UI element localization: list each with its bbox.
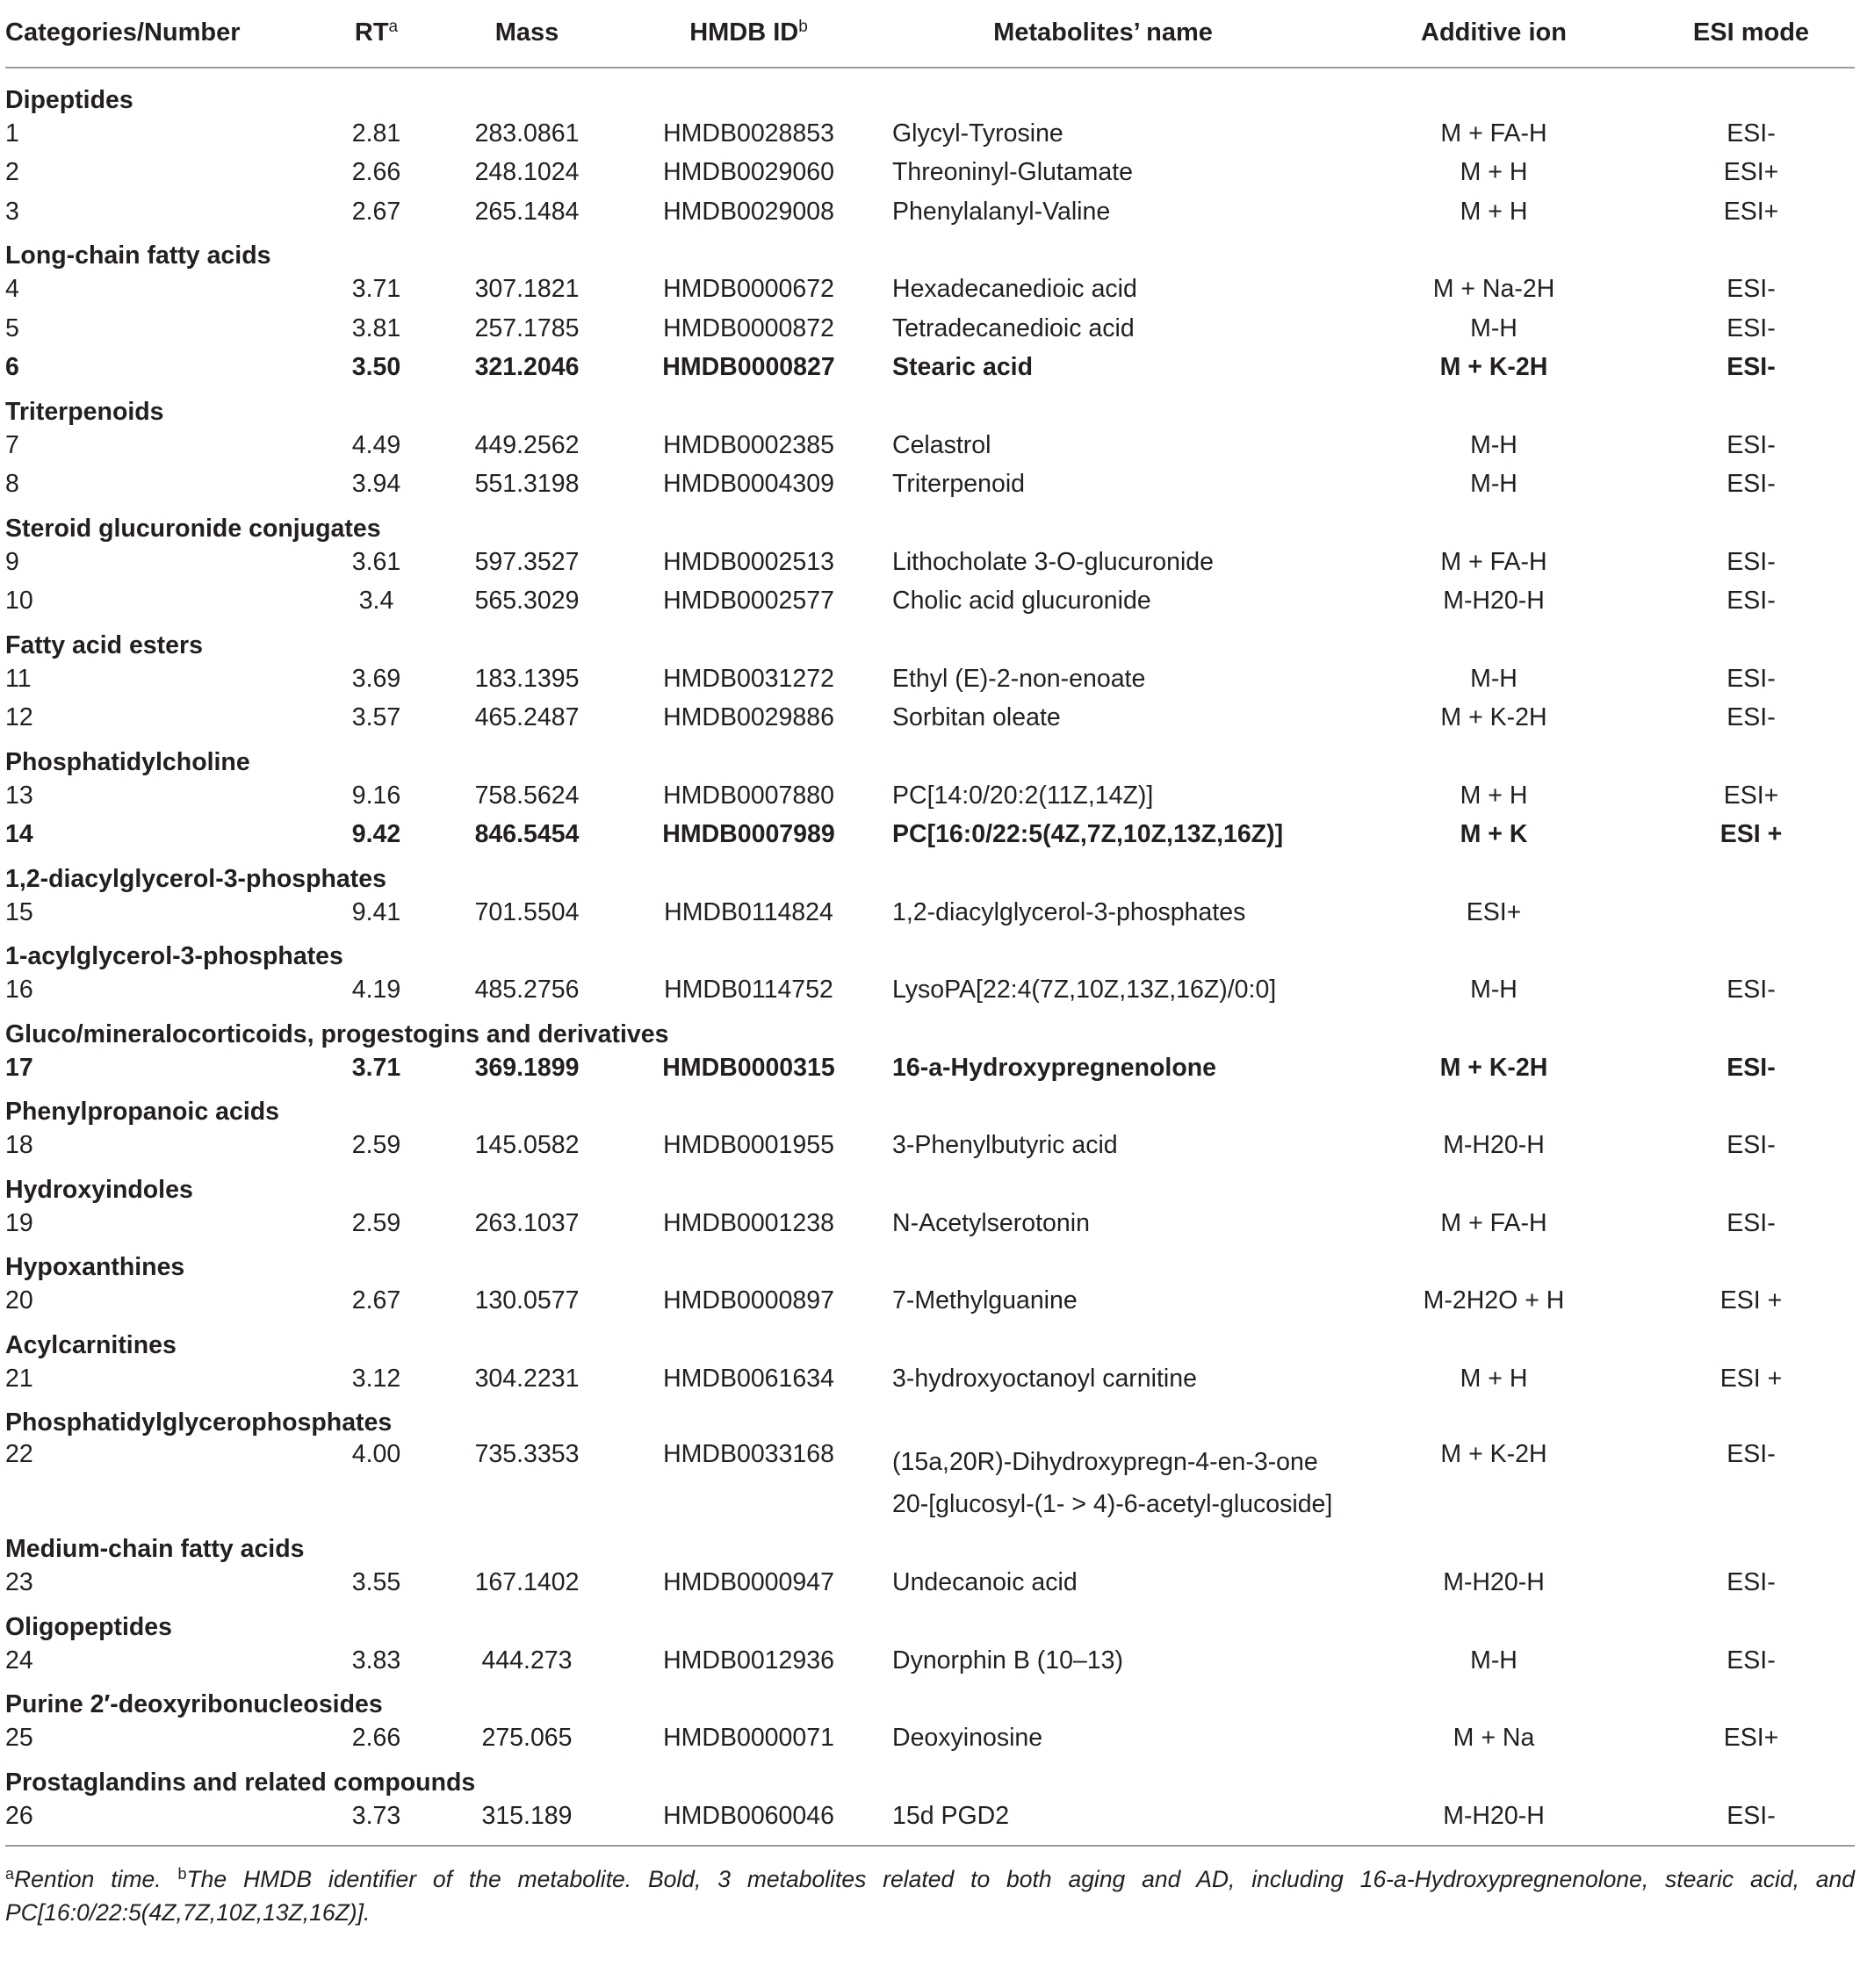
cell-esi-mode: ESI- bbox=[1727, 664, 1776, 693]
cell-number: 23 bbox=[5, 1568, 33, 1597]
table-row bbox=[5, 1564, 1855, 1603]
cell-rt: 3.94 bbox=[351, 470, 401, 499]
category-title: 1-acylglycerol-3-phosphates bbox=[5, 942, 343, 971]
table-row bbox=[5, 582, 1855, 622]
cell-metabolite-name bbox=[866, 1127, 1340, 1166]
cell-esi-mode: ESI- bbox=[1727, 1568, 1776, 1597]
cell-mass: 275.065 bbox=[481, 1724, 573, 1753]
header-mass-label: Mass bbox=[494, 18, 559, 47]
table-footnote bbox=[5, 1862, 1855, 1929]
metabolite-name-line: Dynorphin B (10–13) bbox=[892, 1646, 1123, 1675]
cell-number: 12 bbox=[5, 703, 33, 732]
cell-rt: 9.16 bbox=[351, 781, 401, 810]
metabolite-name-line: Ethyl (E)-2-non-enoate bbox=[892, 664, 1146, 693]
table-row bbox=[5, 309, 1855, 349]
table-row bbox=[5, 154, 1855, 193]
metabolite-name-line: Deoxyinosine bbox=[892, 1724, 1043, 1753]
cell-mass: 565.3029 bbox=[474, 587, 580, 616]
cell-hmdb-id: HMDB0000897 bbox=[663, 1286, 834, 1315]
metabolite-name-line: Lithocholate 3-O-glucuronide bbox=[892, 547, 1214, 576]
cell-number: 22 bbox=[5, 1439, 33, 1468]
cell-mass: 321.2046 bbox=[474, 353, 580, 382]
cell-number: 18 bbox=[5, 1131, 33, 1160]
category-title: Oligopeptides bbox=[5, 1612, 173, 1641]
cell-additive-ion: M-H20-H bbox=[1443, 1568, 1545, 1597]
category-title: Phosphatidylcholine bbox=[5, 747, 250, 776]
cell-hmdb-id: HMDB0007989 bbox=[662, 820, 835, 849]
cell-mass: 444.273 bbox=[481, 1646, 573, 1675]
cell-hmdb-id: HMDB0004309 bbox=[663, 470, 834, 499]
cell-hmdb-id: HMDB0114824 bbox=[664, 897, 833, 926]
cell-additive-ion: M + K-2H bbox=[1439, 353, 1548, 382]
table-row bbox=[5, 1359, 1855, 1399]
table-row bbox=[5, 699, 1855, 738]
cell-number: 11 bbox=[5, 664, 32, 693]
cell-esi-mode: ESI- bbox=[1727, 1801, 1776, 1830]
header-name-label: Metabolites’ name bbox=[993, 18, 1213, 47]
cell-rt: 4.49 bbox=[351, 430, 401, 459]
cell-mass: 465.2487 bbox=[474, 703, 580, 732]
cell-number: 13 bbox=[5, 781, 33, 810]
table-body bbox=[5, 68, 1855, 1836]
category-title: Acylcarnitines bbox=[5, 1330, 177, 1359]
category-title: Hydroxyindoles bbox=[5, 1175, 193, 1204]
cell-metabolite-name bbox=[866, 154, 1340, 193]
cell-additive-ion: M-H bbox=[1470, 430, 1518, 459]
cell-rt: 3.73 bbox=[351, 1801, 401, 1830]
header-ion-label: Additive ion bbox=[1421, 18, 1567, 47]
cell-esi-mode: ESI- bbox=[1727, 1131, 1776, 1160]
category-title: Triterpenoids bbox=[5, 397, 164, 426]
cell-esi-mode bbox=[1647, 893, 1855, 933]
category-row bbox=[5, 1603, 1855, 1641]
cell-metabolite-name bbox=[866, 349, 1340, 388]
cell-hmdb-id: HMDB0061634 bbox=[663, 1364, 834, 1393]
cell-number: 1 bbox=[5, 119, 19, 148]
cell-number: 5 bbox=[5, 313, 19, 342]
cell-metabolite-name bbox=[866, 659, 1340, 699]
cell-number: 19 bbox=[5, 1208, 33, 1237]
metabolite-name-line: Sorbitan oleate bbox=[892, 703, 1061, 732]
cell-mass: 315.189 bbox=[481, 1801, 573, 1830]
category-title: Long-chain fatty acids bbox=[5, 241, 271, 270]
cell-additive-ion: M + K-2H bbox=[1439, 1053, 1548, 1082]
cell-hmdb-id: HMDB0029886 bbox=[663, 703, 834, 732]
cell-hmdb-id: HMDB0012936 bbox=[663, 1646, 834, 1675]
cell-metabolite-name bbox=[866, 1437, 1340, 1525]
cell-metabolite-name bbox=[866, 1797, 1340, 1836]
cell-metabolite-name bbox=[866, 465, 1340, 505]
cell-esi-mode: ESI + bbox=[1719, 1286, 1783, 1315]
cell-mass: 597.3527 bbox=[474, 547, 580, 576]
cell-additive-ion: M + H bbox=[1460, 1364, 1528, 1393]
metabolite-name-line: PC[16:0/22:5(4Z,7Z,10Z,13Z,16Z)] bbox=[892, 820, 1284, 849]
metabolite-name-line: Glycyl-Tyrosine bbox=[892, 119, 1063, 148]
cell-rt: 3.55 bbox=[351, 1568, 401, 1597]
cell-esi-mode: ESI- bbox=[1727, 547, 1776, 576]
cell-metabolite-name bbox=[866, 893, 1340, 933]
cell-mass: 304.2231 bbox=[474, 1364, 580, 1393]
cell-mass: 485.2756 bbox=[474, 976, 580, 1005]
cell-number: 6 bbox=[5, 353, 19, 382]
cell-hmdb-id: HMDB0007880 bbox=[663, 781, 834, 810]
table-row bbox=[5, 543, 1855, 582]
cell-esi-mode: ESI- bbox=[1727, 1208, 1776, 1237]
category-title: Hypoxanthines bbox=[5, 1253, 185, 1282]
table-row bbox=[5, 816, 1855, 855]
cell-mass: 449.2562 bbox=[474, 430, 580, 459]
cell-number: 14 bbox=[5, 820, 33, 849]
cell-additive-ion: M + H bbox=[1460, 197, 1528, 226]
cell-mass: 145.0582 bbox=[474, 1131, 580, 1160]
category-title: Steroid glucuronide conjugates bbox=[5, 514, 381, 543]
cell-rt: 4.19 bbox=[351, 976, 401, 1005]
cell-number: 17 bbox=[5, 1053, 33, 1082]
cell-rt: 3.50 bbox=[351, 353, 401, 382]
table-header bbox=[5, 0, 1855, 68]
category-row bbox=[5, 504, 1855, 543]
cell-number: 3 bbox=[5, 197, 19, 226]
cell-rt: 3.83 bbox=[351, 1646, 401, 1675]
cell-hmdb-id: HMDB0000672 bbox=[663, 275, 834, 304]
cell-hmdb-id: HMDB0000315 bbox=[662, 1053, 835, 1082]
header-hmdb-label: HMDB ID bbox=[689, 18, 799, 47]
cell-rt: 3.69 bbox=[351, 664, 401, 693]
metabolite-name-line: 20-[glucosyl-(1- > 4)-6-acetyl-glucoside] bbox=[892, 1489, 1333, 1518]
cell-mass: 735.3353 bbox=[474, 1439, 580, 1468]
cell-additive-ion: M + K-2H bbox=[1440, 1439, 1547, 1468]
table-row bbox=[5, 1437, 1855, 1525]
cell-mass: 283.0861 bbox=[474, 119, 580, 148]
cell-rt: 2.67 bbox=[351, 1286, 401, 1315]
category-row bbox=[5, 232, 1855, 270]
cell-mass: 758.5624 bbox=[474, 781, 580, 810]
metabolite-name-line: Celastrol bbox=[892, 430, 991, 459]
header-row bbox=[5, 0, 1855, 68]
cell-metabolite-name bbox=[866, 1359, 1340, 1399]
cell-number: 16 bbox=[5, 976, 33, 1005]
cell-hmdb-id: HMDB0028853 bbox=[663, 119, 834, 148]
category-row bbox=[5, 1165, 1855, 1204]
cell-rt: 2.81 bbox=[351, 119, 401, 148]
table-row bbox=[5, 1641, 1855, 1681]
table-row bbox=[5, 1127, 1855, 1166]
table-row bbox=[5, 776, 1855, 816]
table-row bbox=[5, 465, 1855, 505]
header-hmdb-footnote-mark: b bbox=[798, 18, 808, 37]
cell-metabolite-name bbox=[866, 582, 1340, 622]
cell-hmdb-id: HMDB0002577 bbox=[663, 587, 834, 616]
category-row bbox=[5, 1399, 1855, 1437]
cell-hmdb-id: HMDB0000071 bbox=[663, 1724, 834, 1753]
cell-rt: 9.41 bbox=[351, 897, 401, 926]
table-row bbox=[5, 192, 1855, 232]
cell-additive-ion: M-H20-H bbox=[1443, 587, 1545, 616]
cell-rt: 3.4 bbox=[358, 587, 394, 616]
cell-rt: 2.66 bbox=[351, 1724, 401, 1753]
cell-hmdb-id: HMDB0029008 bbox=[663, 197, 834, 226]
metabolite-name-line: 16-a-Hydroxypregnenolone bbox=[892, 1053, 1216, 1082]
header-hmdb bbox=[631, 0, 866, 68]
cell-rt: 3.71 bbox=[351, 1053, 401, 1082]
cell-additive-ion: M + K-2H bbox=[1440, 703, 1547, 732]
category-row bbox=[5, 387, 1855, 426]
cell-additive-ion: M-H20-H bbox=[1443, 1801, 1545, 1830]
cell-hmdb-id: HMDB0001238 bbox=[663, 1208, 834, 1237]
cell-rt: 3.57 bbox=[351, 703, 401, 732]
cell-esi-mode: ESI- bbox=[1727, 470, 1776, 499]
cell-metabolite-name bbox=[866, 270, 1340, 310]
metabolite-name-line: 1,2-diacylglycerol-3-phosphates bbox=[892, 897, 1246, 926]
metabolite-name-line: Tetradecanedioic acid bbox=[892, 313, 1135, 342]
cell-esi-mode: ESI- bbox=[1727, 313, 1776, 342]
cell-additive-ion: M-H bbox=[1470, 1646, 1518, 1675]
metabolite-name-line: 7-Methylguanine bbox=[892, 1286, 1078, 1315]
category-title: Gluco/mineralocorticoids, progestogins and derivatives bbox=[5, 1019, 669, 1048]
cell-additive-ion: M + H bbox=[1460, 781, 1528, 810]
cell-esi-mode: ESI + bbox=[1719, 820, 1783, 849]
table-row bbox=[5, 971, 1855, 1011]
table-row bbox=[5, 1719, 1855, 1759]
cell-hmdb-id: HMDB0114752 bbox=[664, 976, 833, 1005]
metabolite-name-line: Stearic acid bbox=[892, 353, 1034, 382]
cell-rt: 3.61 bbox=[351, 547, 401, 576]
cell-number: 4 bbox=[5, 275, 19, 304]
cell-esi-mode: ESI+ bbox=[1723, 1724, 1779, 1753]
category-title: Prostaglandins and related compounds bbox=[5, 1768, 476, 1797]
cell-mass: 307.1821 bbox=[474, 275, 580, 304]
cell-metabolite-name bbox=[866, 1204, 1340, 1243]
cell-hmdb-id: HMDB0033168 bbox=[663, 1439, 834, 1468]
cell-additive-ion: M + FA-H bbox=[1440, 547, 1547, 576]
cell-esi-mode: ESI- bbox=[1727, 1646, 1776, 1675]
cell-number: 21 bbox=[5, 1364, 33, 1393]
cell-metabolite-name bbox=[866, 1719, 1340, 1759]
cell-metabolite-name bbox=[866, 426, 1340, 465]
table-row bbox=[5, 349, 1855, 388]
category-row bbox=[5, 1525, 1855, 1564]
metabolite-name-line: Undecanoic acid bbox=[892, 1568, 1078, 1597]
metabolite-name-line: Threoninyl-Glutamate bbox=[892, 158, 1134, 187]
header-ion bbox=[1340, 0, 1647, 68]
cell-mass: 167.1402 bbox=[474, 1568, 580, 1597]
footnote-a-mark: a bbox=[5, 1864, 15, 1883]
category-row bbox=[5, 1758, 1855, 1797]
metabolite-name-line: N-Acetylserotonin bbox=[892, 1208, 1090, 1237]
cell-additive-ion: M-H bbox=[1470, 664, 1518, 693]
cell-mass: 263.1037 bbox=[474, 1208, 580, 1237]
cell-number: 25 bbox=[5, 1724, 33, 1753]
category-row bbox=[5, 854, 1855, 893]
cell-esi-mode: ESI- bbox=[1727, 976, 1776, 1005]
cell-mass: 846.5454 bbox=[474, 820, 580, 849]
category-title: Phenylpropanoic acids bbox=[5, 1098, 279, 1127]
cell-additive-ion: M + FA-H bbox=[1440, 1208, 1547, 1237]
table-row bbox=[5, 1282, 1855, 1322]
cell-number: 20 bbox=[5, 1286, 33, 1315]
cell-additive-ion: M-H bbox=[1470, 976, 1518, 1005]
header-esi-label: ESI mode bbox=[1692, 18, 1810, 47]
cell-hmdb-id: HMDB0031272 bbox=[663, 664, 834, 693]
category-row bbox=[5, 1088, 1855, 1127]
metabolite-name-line: 3-hydroxyoctanoyl carnitine bbox=[892, 1364, 1197, 1393]
cell-rt: 3.12 bbox=[351, 1364, 401, 1393]
cell-esi-mode: ESI- bbox=[1727, 703, 1776, 732]
cell-rt: 2.59 bbox=[351, 1131, 401, 1160]
cell-esi-mode: ESI- bbox=[1727, 1439, 1776, 1468]
category-title: Purine 2′-deoxyribonucleosides bbox=[5, 1690, 383, 1719]
cell-number: 10 bbox=[5, 587, 33, 616]
cell-number: 8 bbox=[5, 470, 19, 499]
cell-metabolite-name bbox=[866, 1641, 1340, 1681]
cell-rt: 2.66 bbox=[351, 158, 401, 187]
cell-metabolite-name bbox=[866, 816, 1340, 855]
cell-mass: 248.1024 bbox=[474, 158, 580, 187]
header-rt-label: RT bbox=[354, 18, 389, 47]
cell-mass: 701.5504 bbox=[474, 897, 580, 926]
cell-hmdb-id: HMDB0060046 bbox=[663, 1801, 834, 1830]
cell-number: 7 bbox=[5, 430, 19, 459]
cell-esi-mode: ESI- bbox=[1727, 275, 1776, 304]
cell-additive-ion: M + Na-2H bbox=[1432, 275, 1555, 304]
cell-mass: 257.1785 bbox=[474, 313, 580, 342]
cell-hmdb-id: HMDB0002513 bbox=[663, 547, 834, 576]
cell-metabolite-name bbox=[866, 1048, 1340, 1088]
cell-number: 15 bbox=[5, 897, 33, 926]
header-rt bbox=[330, 0, 422, 68]
category-title: Phosphatidylglycerophosphates bbox=[5, 1408, 393, 1437]
cell-metabolite-name bbox=[866, 699, 1340, 738]
footnote-b-mark: b bbox=[177, 1864, 187, 1883]
cell-additive-ion: M + Na bbox=[1453, 1724, 1535, 1753]
cell-rt: 2.59 bbox=[351, 1208, 401, 1237]
metabolite-name-line: PC[14:0/20:2(11Z,14Z)] bbox=[892, 781, 1154, 810]
category-row bbox=[5, 1681, 1855, 1719]
footnote-a-text: Rention time. bbox=[14, 1865, 178, 1892]
table-row bbox=[5, 270, 1855, 310]
header-category bbox=[5, 0, 330, 68]
metabolite-name-line: Phenylalanyl-Valine bbox=[892, 197, 1111, 226]
cell-additive-ion: M-H20-H bbox=[1443, 1131, 1545, 1160]
cell-metabolite-name bbox=[866, 543, 1340, 582]
table-bottom-rule bbox=[5, 1845, 1855, 1847]
header-mass bbox=[422, 0, 631, 68]
cell-additive-ion: M-2H2O + H bbox=[1423, 1286, 1565, 1315]
metabolite-name-line: 3-Phenylbutyric acid bbox=[892, 1131, 1118, 1160]
metabolite-name-line: 15d PGD2 bbox=[892, 1801, 1010, 1830]
cell-additive-ion: M-H bbox=[1470, 470, 1518, 499]
cell-additive-ion: M-H bbox=[1470, 313, 1518, 342]
cell-hmdb-id: HMDB0029060 bbox=[663, 158, 834, 187]
category-title: Dipeptides bbox=[5, 85, 133, 114]
cell-rt: 3.71 bbox=[351, 275, 401, 304]
cell-metabolite-name bbox=[866, 114, 1340, 154]
cell-hmdb-id: HMDB0000947 bbox=[663, 1568, 834, 1597]
cell-mass: 183.1395 bbox=[474, 664, 580, 693]
metabolite-name-line: Cholic acid glucuronide bbox=[892, 587, 1151, 616]
cell-esi-mode: ESI+ bbox=[1723, 781, 1779, 810]
cell-metabolite-name bbox=[866, 309, 1340, 349]
table-row bbox=[5, 1797, 1855, 1836]
footnote-b-text: The HMDB identifier of the metabolite. Bold, 3 metabolites related to both aging and AD, including 16-a-Hydroxypregnenolone, stearic acid, and PC[16:0/22:5(4Z,7Z,10Z,13Z,16Z)]. bbox=[5, 1865, 1855, 1926]
cell-number: 26 bbox=[5, 1801, 33, 1830]
category-title: Medium-chain fatty acids bbox=[5, 1535, 305, 1564]
category-row bbox=[5, 68, 1855, 114]
cell-metabolite-name bbox=[866, 971, 1340, 1011]
metabolite-name-line: Hexadecanedioic acid bbox=[892, 275, 1137, 304]
metabolites-table bbox=[5, 0, 1855, 1836]
cell-hmdb-id: HMDB0002385 bbox=[663, 430, 834, 459]
category-row bbox=[5, 1243, 1855, 1282]
cell-additive-ion: M + K bbox=[1460, 820, 1528, 849]
cell-metabolite-name bbox=[866, 1282, 1340, 1322]
cell-esi-mode: ESI + bbox=[1719, 1364, 1783, 1393]
metabolite-name-line: LysoPA[22:4(7Z,10Z,13Z,16Z)/0:0] bbox=[892, 976, 1277, 1005]
cell-esi-mode: ESI- bbox=[1727, 353, 1776, 382]
cell-number: 9 bbox=[5, 547, 19, 576]
header-name bbox=[866, 0, 1340, 68]
metabolite-name-line: Triterpenoid bbox=[892, 470, 1026, 499]
cell-mass: 551.3198 bbox=[474, 470, 580, 499]
category-row bbox=[5, 1010, 1855, 1048]
metabolite-name-line: (15a,20R)-Dihydroxypregn-4-en-3-one bbox=[892, 1447, 1318, 1476]
table-row bbox=[5, 1204, 1855, 1243]
cell-additive-ion: M + FA-H bbox=[1440, 119, 1547, 148]
table-row bbox=[5, 426, 1855, 465]
table-row bbox=[5, 1048, 1855, 1088]
cell-number: 2 bbox=[5, 158, 19, 187]
cell-rt: 3.81 bbox=[351, 313, 401, 342]
category-row bbox=[5, 621, 1855, 659]
cell-hmdb-id: HMDB0001955 bbox=[663, 1131, 834, 1160]
table-row bbox=[5, 893, 1855, 933]
cell-rt: 4.00 bbox=[351, 1439, 401, 1468]
cell-mass: 265.1484 bbox=[474, 197, 580, 226]
cell-mass: 369.1899 bbox=[474, 1053, 580, 1082]
cell-hmdb-id: HMDB0000872 bbox=[663, 313, 834, 342]
category-title: 1,2-diacylglycerol-3-phosphates bbox=[5, 864, 386, 893]
cell-additive-ion: M + H bbox=[1460, 158, 1528, 187]
cell-esi-mode: ESI+ bbox=[1723, 197, 1779, 226]
table-row bbox=[5, 659, 1855, 699]
cell-number: 24 bbox=[5, 1646, 33, 1675]
cell-rt: 9.42 bbox=[351, 820, 401, 849]
cell-esi-mode: ESI- bbox=[1727, 1053, 1776, 1082]
cell-esi-mode: ESI+ bbox=[1723, 158, 1779, 187]
cell-metabolite-name bbox=[866, 1564, 1340, 1603]
header-category-label: Categories/Number bbox=[5, 18, 241, 47]
cell-additive-ion: ESI+ bbox=[1466, 897, 1522, 926]
category-title: Fatty acid esters bbox=[5, 630, 203, 659]
cell-metabolite-name bbox=[866, 776, 1340, 816]
header-esi bbox=[1647, 0, 1855, 68]
cell-esi-mode: ESI- bbox=[1727, 587, 1776, 616]
cell-esi-mode: ESI- bbox=[1727, 119, 1776, 148]
cell-mass: 130.0577 bbox=[474, 1286, 580, 1315]
cell-metabolite-name bbox=[866, 192, 1340, 232]
cell-hmdb-id: HMDB0000827 bbox=[662, 353, 835, 382]
category-row bbox=[5, 933, 1855, 971]
cell-esi-mode: ESI- bbox=[1727, 430, 1776, 459]
category-row bbox=[5, 738, 1855, 776]
header-rt-footnote-mark: a bbox=[388, 18, 399, 37]
table-row bbox=[5, 114, 1855, 154]
cell-rt: 2.67 bbox=[351, 197, 401, 226]
category-row bbox=[5, 1321, 1855, 1359]
